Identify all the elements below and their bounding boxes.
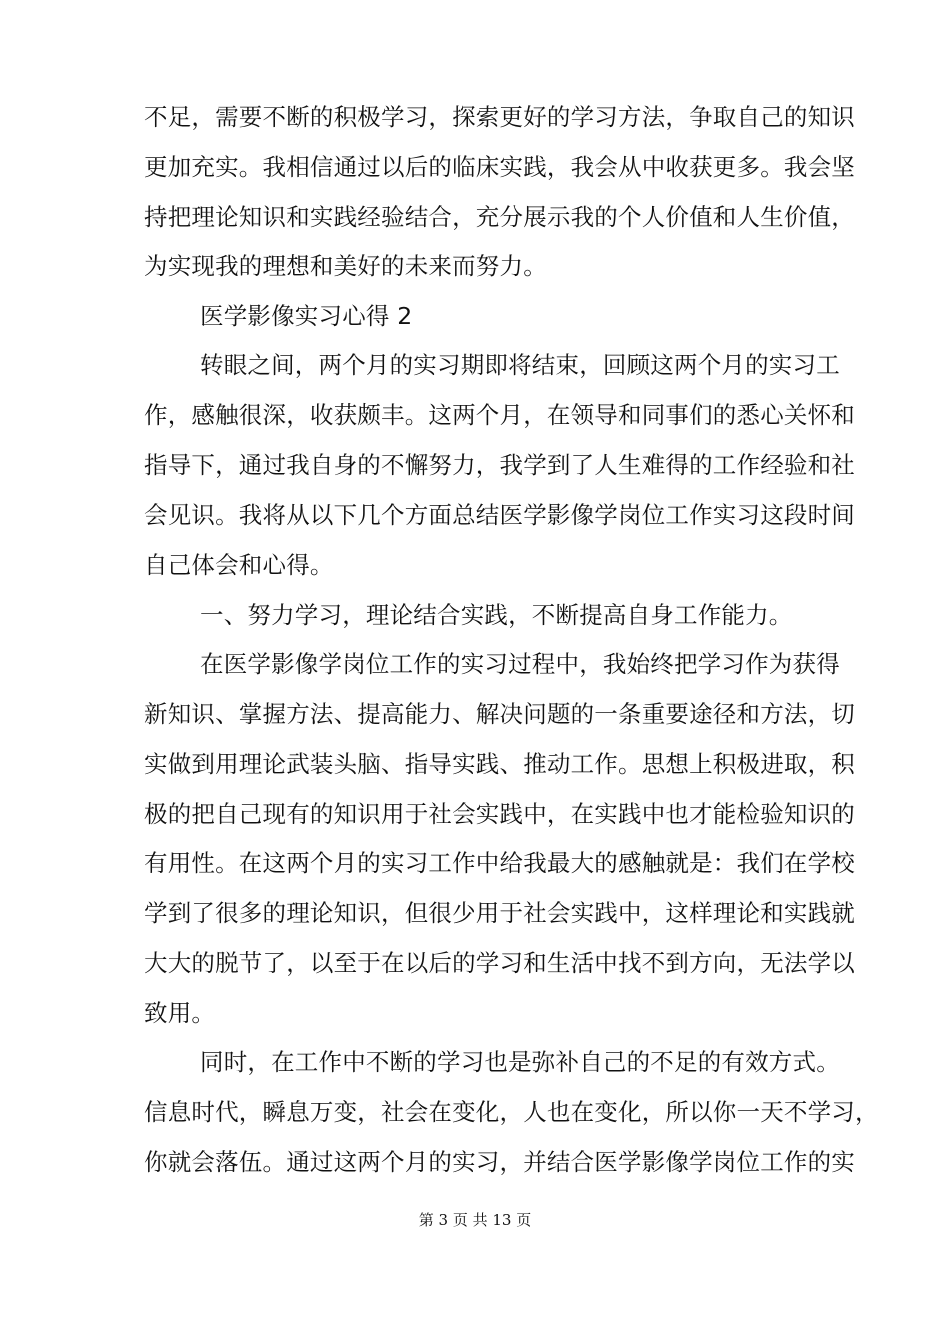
text-line: 信息时代，瞬息万变，社会在变化，人也在变化，所以你一天不学习， [144, 1098, 879, 1126]
text-line: 新知识、掌握方法、提高能力、解决问题的一条重要途径和方法，切 [144, 700, 855, 728]
text-line: 极的把自己现有的知识用于社会实践中，在实践中也才能检验知识的 [144, 800, 855, 828]
page-number-footer: 第 3 页 共 13 页 [418, 1211, 532, 1229]
text-line: 大大的脱节了，以至于在以后的学习和生活中找不到方向，无法学以 [144, 949, 855, 977]
text-line: 会见识。我将从以下几个方面总结医学影像学岗位工作实习这段时间 [144, 501, 855, 529]
text-line: 更加充实。我相信通过以后的临床实践，我会从中收获更多。我会坚 [144, 153, 855, 181]
text-line: 持把理论知识和实践经验结合，充分展示我的个人价值和人生价值， [144, 203, 855, 231]
text-line: 转眼之间，两个月的实习期即将结束，回顾这两个月的实习工 [200, 351, 840, 379]
text-line: 自己体会和心得。 [144, 551, 334, 579]
text-line: 为实现我的理想和美好的未来而努力。 [144, 252, 547, 280]
text-line: 在医学影像学岗位工作的实习过程中，我始终把学习作为获得 [200, 650, 840, 678]
section-heading: 医学影像实习心得 2 [200, 302, 413, 330]
text-line: 作，感触很深，收获颇丰。这两个月，在领导和同事们的悉心关怀和 [144, 401, 855, 429]
text-line: 致用。 [144, 999, 216, 1027]
subheading: 一、努力学习，理论结合实践，不断提高自身工作能力。 [200, 601, 793, 629]
text-line: 学到了很多的理论知识，但很少用于社会实践中，这样理论和实践就 [144, 899, 855, 927]
text-line: 同时，在工作中不断的学习也是弥补自己的不足的有效方式。 [200, 1048, 840, 1076]
text-line: 你就会落伍。通过这两个月的实习，并结合医学影像学岗位工作的实 [144, 1148, 855, 1176]
text-line: 不足，需要不断的积极学习，探索更好的学习方法，争取自己的知识 [144, 103, 855, 131]
text-line: 有用性。在这两个月的实习工作中给我最大的感触就是：我们在学校 [144, 849, 855, 877]
text-line: 指导下，通过我自身的不懈努力，我学到了人生难得的工作经验和社 [144, 451, 855, 479]
text-line: 实做到用理论武装头脑、指导实践、推动工作。思想上积极进取，积 [144, 750, 855, 778]
